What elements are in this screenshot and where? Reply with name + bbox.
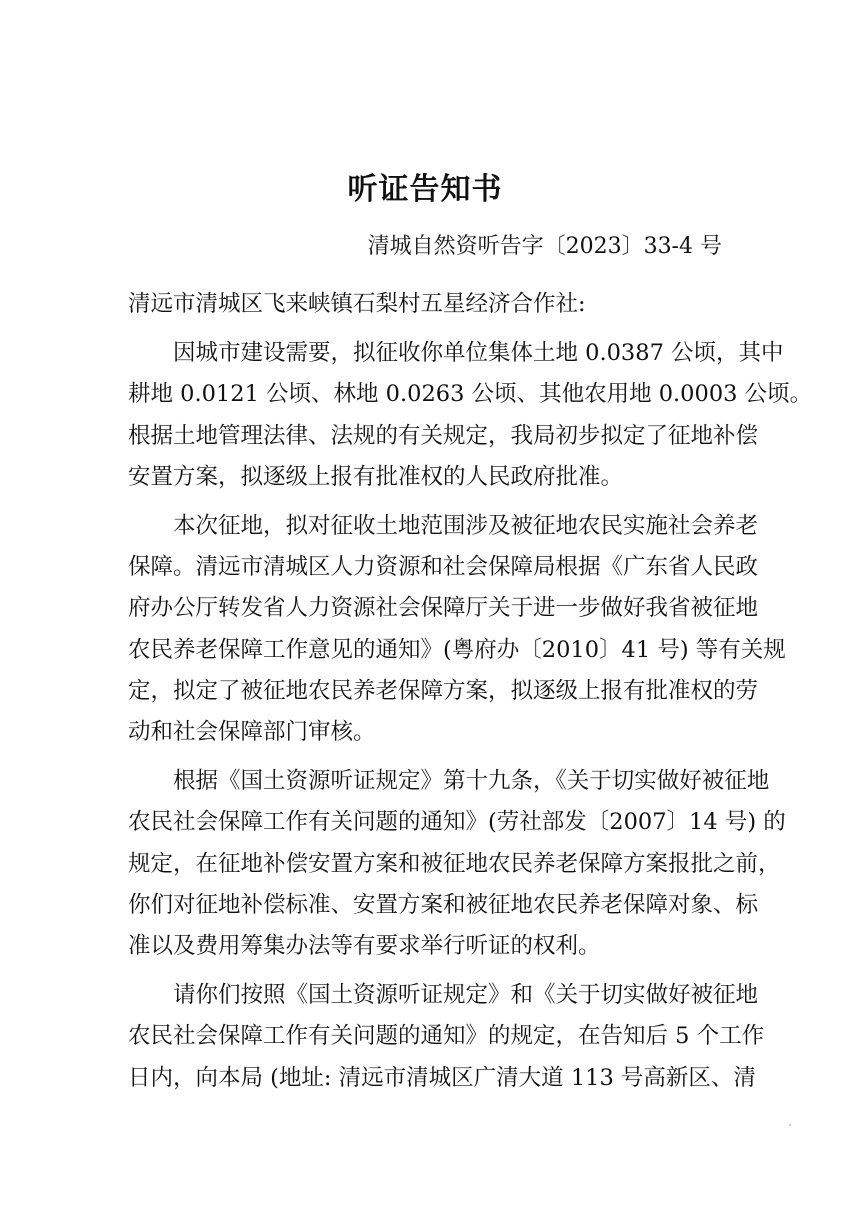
paragraph-line: 规定，在征地补偿安置方案和被征地农民养老保障方案报批之前， — [128, 850, 781, 877]
paragraph-1 — [128, 333, 813, 498]
paragraph-line: 准以及费用筹集办法等有要求举行听证的权利。 — [128, 933, 601, 960]
paragraph-line: 你们对征地补偿标准、安置方案和被征地农民养老保障对象、标 — [128, 891, 759, 918]
paragraph-line: 定，拟定了被征地农民养老保障方案，拟逐级上报有批准权的劳 — [128, 677, 759, 704]
paragraph-line: 因城市建设需要，拟征收你单位集体土地 0.0387 公顷，其中 — [173, 340, 784, 367]
document-number: 清城自然资听告字〔2023〕33-4 号 — [367, 234, 722, 259]
paragraph-line: 日内，向本局 (地址: 清远市清城区广清大道 113 号高新区、清 — [128, 1064, 756, 1091]
paragraph-line: 动和社会保障部门审核。 — [128, 719, 376, 746]
paragraph-2 — [128, 506, 786, 753]
paragraph-line: 本次征地，拟对征收土地范围涉及被征地农民实施社会养老 — [173, 513, 759, 540]
paragraph-line: 根据土地管理法律、法规的有关规定，我局初步拟定了征地补偿 — [128, 422, 759, 449]
paragraph-line: 农民养老保障工作意见的通知》(粤府办〔2010〕41 号) 等有关规 — [128, 636, 786, 663]
scan-speck — [789, 1124, 791, 1126]
paragraph-line: 请你们按照《国土资源听证规定》和《关于切实做好被征地 — [173, 982, 759, 1009]
paragraph-line: 农民社会保障工作有关问题的通知》(劳社部发〔2007〕14 号) 的 — [128, 809, 786, 836]
paragraph-line: 保障。清远市清城区人力资源和社会保障局根据《广东省人民政 — [128, 554, 759, 581]
paragraph-line: 府办公厅转发省人力资源社会保障厅关于进一步做好我省被征地 — [128, 595, 759, 622]
paragraph-line: 耕地 0.0121 公顷、林地 0.0263 公顷、其他农用地 0.0003 公顷。 — [128, 381, 813, 408]
paragraph-4 — [128, 975, 765, 1099]
salutation: 清远市清城区飞来峡镇石梨村五星经济合作社: — [128, 291, 586, 317]
paragraph-line: 农民社会保障工作有关问题的通知》的规定，在告知后 5 个工作 — [128, 1023, 765, 1050]
paragraph-line: 根据《国土资源听证规定》第十九条，《关于切实做好被征地 — [173, 768, 770, 795]
paragraph-line: 安置方案，拟逐级上报有批准权的人民政府批准。 — [128, 463, 624, 490]
paragraph-3 — [128, 761, 786, 967]
document-body — [128, 284, 813, 1099]
document-title: 听证告知书 — [347, 172, 503, 207]
